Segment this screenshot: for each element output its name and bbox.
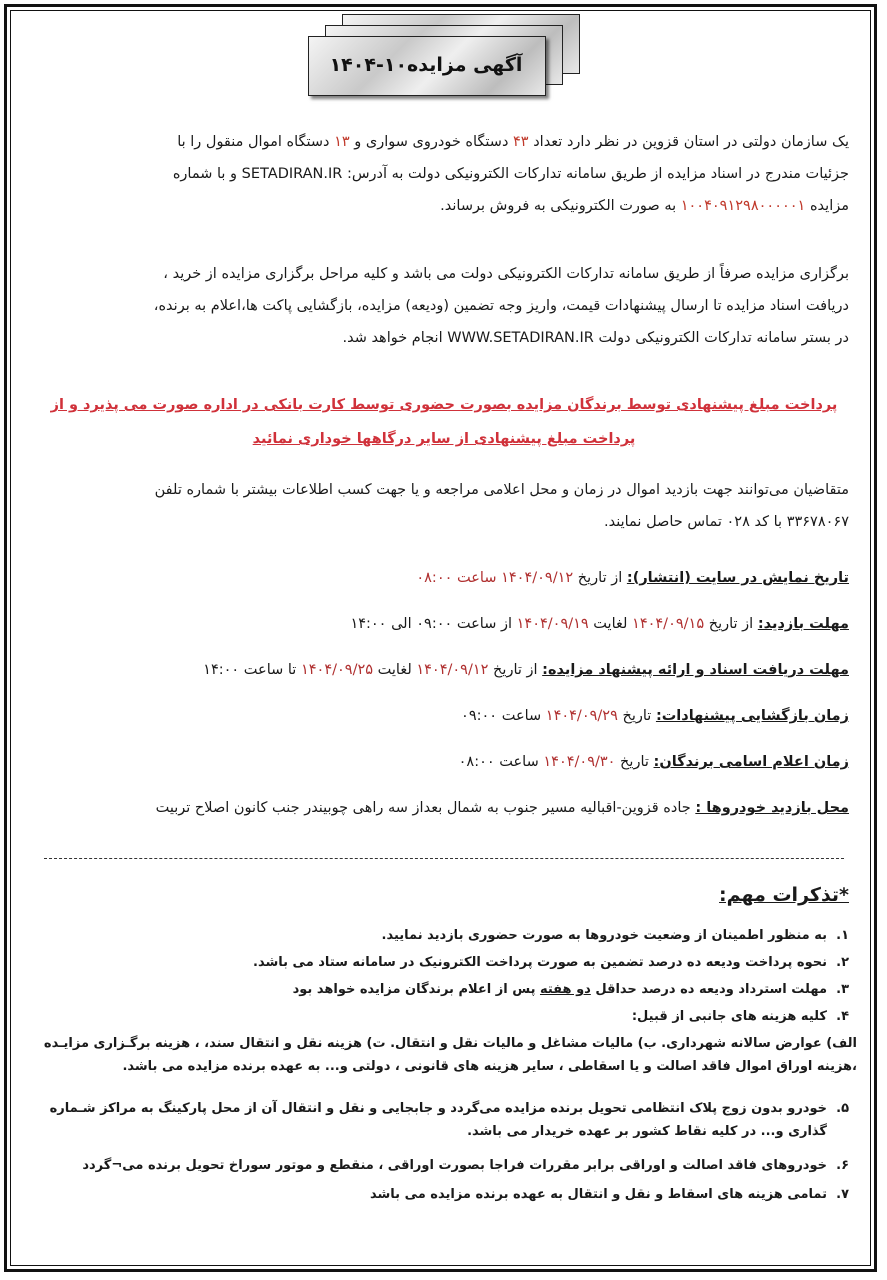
visit-paragraph	[41, 474, 849, 538]
schedule-opening: زمان بازگشایی پیشنهادات: تاریخ ۱۴۰۴/۰۹/۲۹ ساعت ۰۹:۰۰	[461, 708, 849, 724]
schedule-location: محل بازدید خودروها : جاده قزوین-اقبالیه مسیر جنوب به شمال بعداز سه راهی چوبیندر جنب کانون اصلاح تربیت	[155, 800, 849, 816]
note-1: ۱.به منظور اطمینان از وضعیت خودروها به صورت حضوری بازدید نمایید.	[381, 928, 849, 943]
intro-line-2: جزئیات مندرج در اسناد مزایده از طریق سامانه تدارکات الکترونیکی دولت به آدرس: SETADIRAN.IR و با شماره	[172, 166, 849, 182]
location-label: محل بازدید خودروها :	[695, 800, 849, 816]
winners-label: زمان اعلام اسامی برندگان:	[653, 754, 849, 770]
visit-line-1: متقاضیان می‌توانند جهت بازدید اموال در زمان و محل اعلامی مراجعه و یا جهت کسب اطلاعات بیشتر با شماره تلفن	[154, 482, 849, 498]
dashed-divider	[44, 858, 844, 859]
process-line-3: در بستر سامانه تدارکات الکترونیکی دولت WWW.SETADIRAN.IR انجام خواهد شد.	[342, 330, 849, 346]
process-line-1: برگزاری مزایده صرفاً از طریق سامانه تدارکات الکترونیکی دولت می باشد و کلیه مراحل برگزاری مزایده از خرید ،	[163, 266, 849, 282]
title-banner	[308, 14, 578, 106]
schedule-display: تاریخ نمایش در سایت (انتشار): از تاریخ ۱۴۰۴/۰۹/۱۲ ساعت ۰۸:۰۰	[416, 570, 849, 586]
intro-line-1: یک سازمان دولتی در استان قزوین در نظر دارد تعداد ۴۳ دستگاه خودروی سواری و ۱۳ دستگاه اموال منقول را با	[177, 134, 849, 150]
payment-warning	[41, 388, 847, 456]
note-2: ۲.نحوه پرداخت ودیعه ده درصد تضمین به صورت پرداخت الکترونیک در سامانه ستاد می باشد.	[253, 955, 849, 970]
notes-title: *تذکرات مهم:	[719, 884, 849, 906]
payment-warning-line-2: پرداخت مبلغ پیشنهادی از سایر درگاهها خوداری نمائید	[252, 431, 636, 447]
intro-paragraph	[41, 126, 849, 222]
visit-date-from: ۱۴۰۴/۰۹/۱۵	[632, 616, 705, 632]
schedule-docs: مهلت دریافت اسناد و ارائه پیشنهاد مزایده: از تاریخ ۱۴۰۴/۰۹/۱۲ لغایت ۱۴۰۴/۰۹/۲۵ تا ساعت ۱۴:۰۰	[203, 662, 849, 678]
car-count: ۴۳	[513, 134, 529, 150]
note-3: ۳.مهلت استرداد ودیعه ده درصد حداقل دو هفته پس از اعلام برندگان مزایده خواهد بود	[292, 982, 849, 997]
schedule-winners: زمان اعلام اسامی برندگان: تاریخ ۱۴۰۴/۰۹/۳۰ ساعت ۰۸:۰۰	[458, 754, 849, 770]
winners-date: ۱۴۰۴/۰۹/۳۰	[543, 754, 616, 770]
visit-date-to: ۱۴۰۴/۰۹/۱۹	[516, 616, 589, 632]
payment-warning-line-1: پرداخت مبلغ پیشنهادی توسط برندگان مزایده بصورت حضوری توسط کارت بانکی در اداره صورت می پذیرد و از	[50, 397, 838, 413]
docs-date-to: ۱۴۰۴/۰۹/۲۵	[300, 662, 374, 678]
note-7: ۷.تمامی هزینه های اسقاط و نقل و انتقال به عهده برنده مزایده می باشد	[370, 1187, 849, 1202]
note-4: ۴.کلیه هزینه های جانبی از قبیل:	[631, 1009, 849, 1024]
display-date: ۱۴۰۴/۰۹/۱۲	[501, 570, 574, 586]
process-paragraph	[41, 258, 849, 354]
visit-label: مهلت بازدید:	[757, 616, 849, 632]
display-label: تاریخ نمایش در سایت (انتشار):	[626, 570, 849, 586]
docs-label: مهلت دریافت اسناد و ارائه پیشنهاد مزایده:	[542, 662, 849, 678]
display-time: ۰۸:۰۰	[416, 570, 453, 586]
note-5: ۵.خودرو بدون زوج پلاک انتظامی تحویل برنده مزایده می‌گردد و جابجایی و نقل و انتقال آن از محل پارکینگ به مراکز شـماره گذاری و... در کلیه نقاط کشور بر عهده خریدار می باشد.	[49, 1101, 849, 1139]
schedule-visit: مهلت بازدید: از تاریخ ۱۴۰۴/۰۹/۱۵ لغایت ۱۴۰۴/۰۹/۱۹ از ساعت ۰۹:۰۰ الی ۱۴:۰۰	[350, 616, 849, 632]
visit-line-2: ۳۳۶۷۸۰۶۷ با کد ۰۲۸ تماس حاصل نمایند.	[604, 514, 849, 530]
process-line-2: دریافت اسناد مزایده تا ارسال پیشنهادات قیمت، واریز وجه تضمین (ودیعه) مزایده، بازگشایی پاکت ها،اعلام به برنده،	[153, 298, 849, 314]
note-4-detail: الف) عوارض سالانه شهرداری. ب) مالیات مشاغل و مالیات نقل و انتقال. ت) هزینه نقل و انتقال سند، ، هزینه برگـزاری مزایـده ،هزینه اوراق اموال فاقد اصالت و یا اسقاطی ، سایر هزینه های قانونی ، دولتی و... به عهده برنده مزایده می باشد.	[43, 1036, 857, 1074]
movable-count: ۱۳	[334, 134, 350, 150]
opening-date: ۱۴۰۴/۰۹/۲۹	[545, 708, 618, 724]
intro-line-3: مزایده ۱۰۰۴۰۹۱۲۹۸۰۰۰۰۰۱ به صورت الکترونیکی به فروش برساند.	[440, 198, 849, 214]
page-title: آگهی مزایده۱۰-۱۴۰۴	[329, 54, 523, 76]
opening-label: زمان بازگشایی پیشنهادات:	[655, 708, 849, 724]
note-6: ۶.خودروهای فاقد اصالت و اوراقی برابر مقررات فراجا بصورت اوراقی ، منقطع و موتور سوراخ تحویل برنده می¬گردد	[82, 1158, 849, 1173]
docs-date-from: ۱۴۰۴/۰۹/۱۲	[416, 662, 489, 678]
auction-number: ۱۰۰۴۰۹۱۲۹۸۰۰۰۰۰۱	[680, 198, 806, 214]
